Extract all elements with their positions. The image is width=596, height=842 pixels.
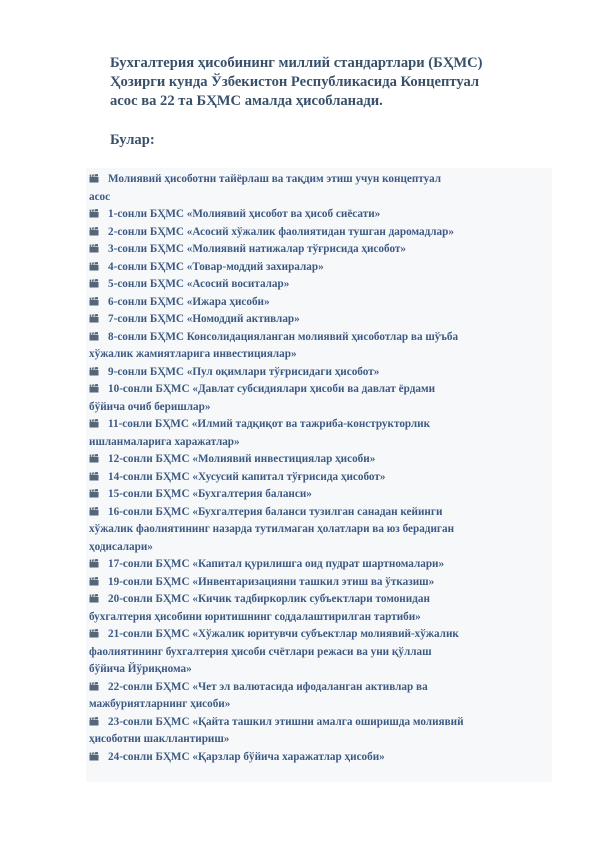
clapperboard-icon: [89, 262, 99, 271]
clapperboard-icon: [89, 717, 99, 726]
list-item-continuation: [89, 696, 549, 714]
list-item-text: бухгалтерия ҳисобини юритишнинг соддалаштирилган тартиби»: [89, 610, 421, 623]
list-item-text: ишланмаларига харажатлар»: [89, 435, 240, 448]
list-item: [89, 626, 549, 644]
clapperboard-icon: [89, 279, 99, 288]
list-item-continuation: [89, 731, 549, 749]
list-item-text: 9-сонли БҲМС «Пул оқимлари тўғрисидаги ҳисобот»: [108, 365, 380, 378]
list-item: [89, 311, 549, 329]
list-item: [89, 486, 549, 504]
clapperboard-icon: [89, 489, 99, 498]
list-item: [89, 451, 549, 469]
clapperboard-icon: [89, 454, 99, 463]
list-item-continuation: [89, 521, 549, 539]
clapperboard-icon: [89, 244, 99, 253]
list-item-text: 20-сонли БҲМС «Кичик тадбиркорлик субъектлари томонидан: [108, 593, 430, 605]
list-item-text: 3-сонли БҲМС «Молиявий натижалар тўғрисида ҳисобот»: [108, 243, 406, 255]
list-item: [89, 259, 549, 277]
list-item-text: фаолиятининг бухгалтерия ҳисоби счётлари режаси ва уни қўллаш: [89, 645, 432, 658]
intro-line: Ҳозирги кунда Ўзбекистон Республикасида Концептуал: [110, 74, 480, 90]
list-item-text: 7-сонли БҲМС «Номоддий активлар»: [108, 313, 300, 325]
list-item: [89, 364, 549, 382]
list-item: [89, 469, 549, 487]
list-item-text: ҳодисалари»: [89, 540, 153, 553]
intro-line: Бухгалтерия ҳисобининг миллий стандартлари (БҲМС): [110, 55, 483, 71]
clapperboard-icon: [89, 227, 99, 236]
clapperboard-icon: [89, 384, 99, 393]
list-item-text: 6-сонли БҲМС «Ижара ҳисоби»: [108, 295, 270, 308]
list-item-continuation: [89, 399, 549, 417]
clapperboard-icon: [89, 332, 99, 341]
list-item-text: мажбуриятларнинг ҳисоби»: [89, 698, 231, 710]
list-item-text: бўйича очиб беришлар»: [89, 400, 211, 413]
clapperboard-icon: [89, 419, 99, 428]
clapperboard-icon: [89, 367, 99, 376]
clapperboard-icon: [89, 752, 99, 761]
list-item-continuation: [89, 539, 549, 557]
list-item-text: хўжалик фаолиятининг назарда тутилмаган ҳолатлари ва юз берадиган: [89, 523, 455, 535]
list-item-text: 14-сонли БҲМС «Хусусий капитал тўғрисида ҳисобот»: [108, 470, 386, 483]
list-item-text: хўжалик жамиятларига инвестициялар»: [89, 348, 297, 360]
list-heading: Булар:: [110, 132, 155, 148]
list-item-text: 19-сонли БҲМС «Инвентаризацияни ташкил этиш ва ўтказиш»: [108, 575, 435, 588]
list-item: [89, 171, 549, 189]
intro-line: асос ва 22 та БҲМС амалда ҳисобланади.: [110, 93, 383, 109]
clapperboard-icon: [89, 507, 99, 516]
clapperboard-icon: [89, 472, 99, 481]
list-item-text: 2-сонли БҲМС «Асосий хўжалик фаолиятидан тушган даромадлар»: [108, 225, 454, 238]
list-item-text: 12-сонли БҲМС «Молиявий инвестициялар ҳисоби»: [108, 453, 376, 465]
list-item: [89, 574, 549, 592]
clapperboard-icon: [89, 577, 99, 586]
list-item: [89, 276, 549, 294]
list-item-text: 21-сонли БҲМС «Хўжалик юритувчи субъектлар молиявий-хўжалик: [108, 628, 459, 640]
list-item: [89, 294, 549, 312]
list-item-text: 1-сонли БҲМС «Молиявий ҳисобот ва ҳисоб сиёсати»: [108, 208, 381, 220]
list-item-text: 23-сонли БҲМС «Қайта ташкил этишни амалга оширишда молиявий: [108, 715, 464, 728]
list-item-text: Молиявий ҳисоботни тайёрлаш ва тақдим этиш учун концептуал: [108, 173, 442, 185]
list-item: [89, 329, 549, 347]
list-item-text: 15-сонли БҲМС «Бухгалтерия баланси»: [108, 488, 312, 500]
clapperboard-icon: [89, 297, 99, 306]
list-item: [89, 504, 549, 522]
clapperboard-icon: [89, 209, 99, 218]
clapperboard-icon: [89, 559, 99, 568]
list-item-text: 17-сонли БҲМС «Капитал қурилишга оид пудрат шартномалари»: [108, 558, 445, 570]
list-item-text: 5-сонли БҲМС «Асосий воситалар»: [108, 278, 290, 290]
clapperboard-icon: [89, 629, 99, 638]
standards-list-panel: [86, 168, 552, 782]
list-item: [89, 241, 549, 259]
intro-paragraph: [110, 54, 550, 111]
list-item: [89, 416, 549, 434]
list-item-text: 11-сонли БҲМС «Илмий тадқиқот ва тажриба-конструкторлик: [108, 418, 431, 430]
list-item-text: 10-сонли БҲМС «Давлат субсидиялари ҳисоби ва давлат ёрдами: [108, 383, 436, 395]
list-item-text: 4-сонли БҲМС «Товар-моддий захиралар»: [108, 260, 324, 273]
list-item: [89, 224, 549, 242]
list-item-text: ҳисоботни шакллантириш»: [89, 733, 230, 745]
list-item-text: 22-сонли БҲМС «Чет эл валютасида ифодаланган активлар ва: [108, 680, 428, 693]
list-item-text: асос: [89, 190, 111, 203]
list-item-text: 24-сонли БҲМС «Қарзлар бўйича харажатлар ҳисоби»: [108, 750, 385, 763]
list-item: [89, 749, 549, 767]
list-item: [89, 206, 549, 224]
list-item-continuation: [89, 434, 549, 452]
list-item-continuation: [89, 609, 549, 627]
list-item: [89, 714, 549, 732]
list-item: [89, 591, 549, 609]
clapperboard-icon: [89, 174, 99, 183]
list-item: [89, 679, 549, 697]
list-item-text: бўйича Йўриқнома»: [89, 663, 192, 675]
list-item-text: 16-сонли БҲМС «Бухгалтерия баланси тузилган санадан кейинги: [108, 505, 443, 518]
list-item-continuation: [89, 346, 549, 364]
list-item: [89, 381, 549, 399]
clapperboard-icon: [89, 314, 99, 323]
list-item-continuation: [89, 644, 549, 662]
list-item-continuation: [89, 661, 549, 679]
list-item: [89, 556, 549, 574]
standards-list: [89, 171, 549, 766]
clapperboard-icon: [89, 682, 99, 691]
list-item-continuation: [89, 189, 549, 207]
clapperboard-icon: [89, 594, 99, 603]
list-item-text: 8-сонли БҲМС Консолидацияланган молиявий ҳисоботлар ва шўъба: [108, 330, 459, 343]
